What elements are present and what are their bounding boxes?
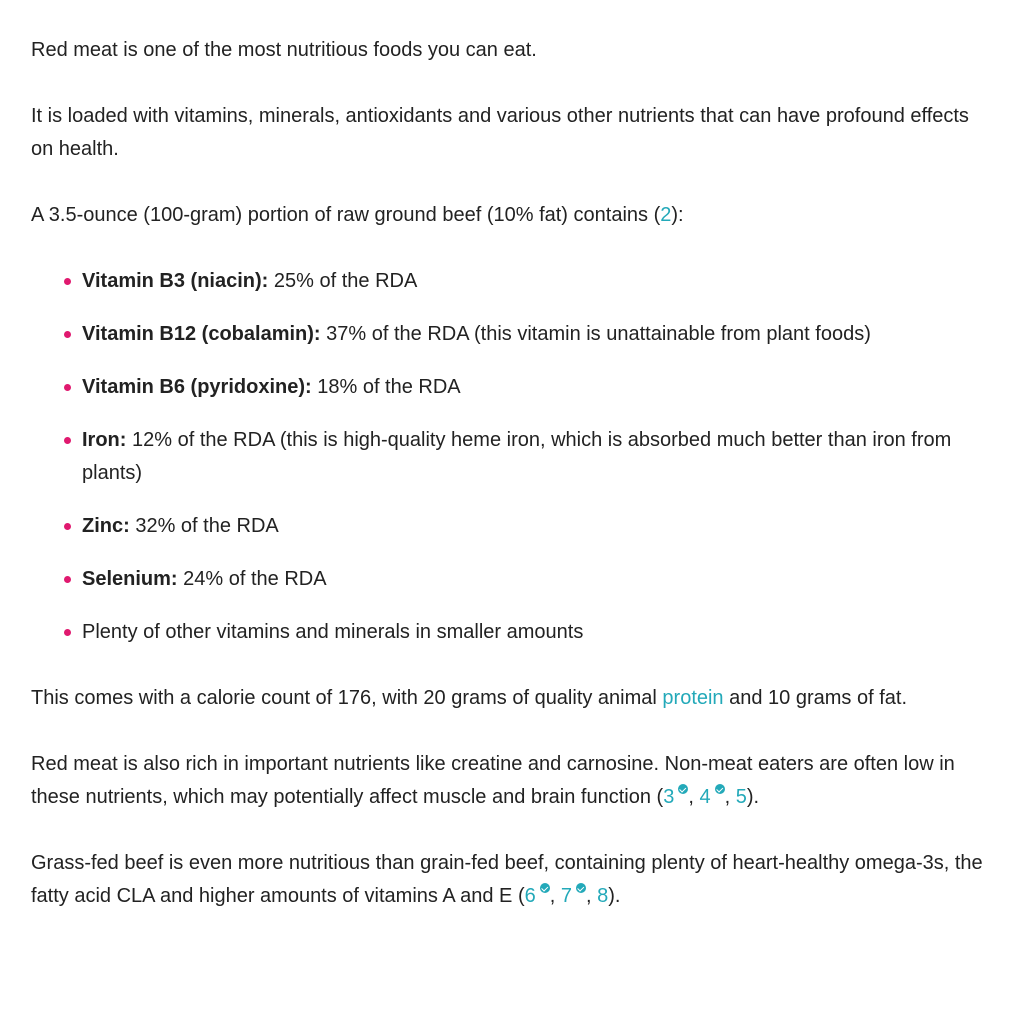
- verified-check-icon: [576, 883, 586, 893]
- portion-text: A 3.5-ounce (100-gram) portion of raw ground beef (10% fat) contains (: [31, 204, 661, 226]
- citation-number: 3: [663, 786, 675, 808]
- paragraph-creatine: [31, 748, 996, 814]
- citation-link-2[interactable]: 2: [660, 204, 672, 226]
- nutrient-text: 37% of the RDA (this vitamin is unattainable from plant foods): [320, 323, 871, 345]
- citation-separator: ,: [549, 885, 561, 907]
- list-item: [82, 510, 996, 543]
- citation-link-3[interactable]: [663, 786, 688, 808]
- list-item: [82, 563, 996, 596]
- article-body: [31, 34, 996, 946]
- nutrient-label: Vitamin B6 (pyridoxine):: [82, 376, 312, 398]
- citation-number: 7: [560, 885, 572, 907]
- bullet-icon: [64, 384, 71, 391]
- bullet-icon: [64, 437, 71, 444]
- nutrient-text: 18% of the RDA: [311, 376, 461, 398]
- citation-separator: ,: [724, 786, 736, 808]
- verified-check-icon: [715, 784, 725, 794]
- bullet-icon: [64, 523, 71, 530]
- citation-number: 6: [524, 885, 536, 907]
- list-item: [82, 318, 996, 351]
- protein-link[interactable]: protein: [662, 687, 724, 709]
- citation-link-7[interactable]: [561, 885, 586, 907]
- bullet-icon: [64, 576, 71, 583]
- list-item: [82, 371, 996, 404]
- nutrient-list: [31, 265, 996, 649]
- nutrient-text: 32% of the RDA: [129, 515, 279, 537]
- nutrient-label: Zinc:: [82, 515, 130, 537]
- portion-text-end: ):: [671, 204, 684, 226]
- citation-link-5[interactable]: 5: [735, 786, 747, 808]
- bullet-icon: [64, 331, 71, 338]
- paragraph-portion: [31, 199, 996, 232]
- nutrient-label: Iron:: [82, 429, 127, 451]
- nutrient-text: Plenty of other vitamins and minerals in smaller amounts: [82, 621, 584, 643]
- calorie-text-end: and 10 grams of fat.: [723, 687, 907, 709]
- nutrient-label: Vitamin B3 (niacin):: [82, 270, 269, 292]
- creatine-text: Red meat is also rich in important nutrients like creatine and carnosine. Non-meat eaters are often low in these nutrients, which may potentially affect muscle and brain function (: [31, 753, 955, 808]
- paragraph-intro: Red meat is one of the most nutritious foods you can eat.: [31, 39, 537, 61]
- nutrient-label: Selenium:: [82, 568, 178, 590]
- citation-separator: ,: [688, 786, 700, 808]
- paragraph-grass-fed: [31, 847, 996, 913]
- citation-link-8[interactable]: 8: [597, 885, 609, 907]
- list-item: [82, 616, 996, 649]
- grass-text-end: ).: [608, 885, 621, 907]
- nutrient-label: Vitamin B12 (cobalamin):: [82, 323, 321, 345]
- verified-check-icon: [540, 883, 550, 893]
- paragraph-calorie: [31, 682, 996, 715]
- list-item: [82, 424, 996, 490]
- bullet-icon: [64, 278, 71, 285]
- citation-separator: ,: [586, 885, 598, 907]
- citation-number: 4: [699, 786, 711, 808]
- creatine-text-end: ).: [746, 786, 760, 808]
- citation-link-4[interactable]: [699, 786, 724, 808]
- nutrient-text: 25% of the RDA: [268, 270, 418, 292]
- citation-link-6[interactable]: [525, 885, 550, 907]
- verified-check-icon: [678, 784, 688, 794]
- paragraph-loaded: It is loaded with vitamins, minerals, antioxidants and various other nutrients that can have profound effects on health.: [31, 105, 969, 160]
- nutrient-text: 12% of the RDA (this is high-quality heme iron, which is absorbed much better than iron from plants): [82, 429, 952, 484]
- grass-text: Grass-fed beef is even more nutritious than grain-fed beef, containing plenty of heart-healthy omega-3s, the fatty acid CLA and higher amounts of vitamins A and E (: [31, 852, 983, 907]
- list-item: [82, 265, 996, 298]
- nutrient-text: 24% of the RDA: [177, 568, 327, 590]
- bullet-icon: [64, 629, 71, 636]
- calorie-text: This comes with a calorie count of 176, with 20 grams of quality animal: [31, 687, 663, 709]
